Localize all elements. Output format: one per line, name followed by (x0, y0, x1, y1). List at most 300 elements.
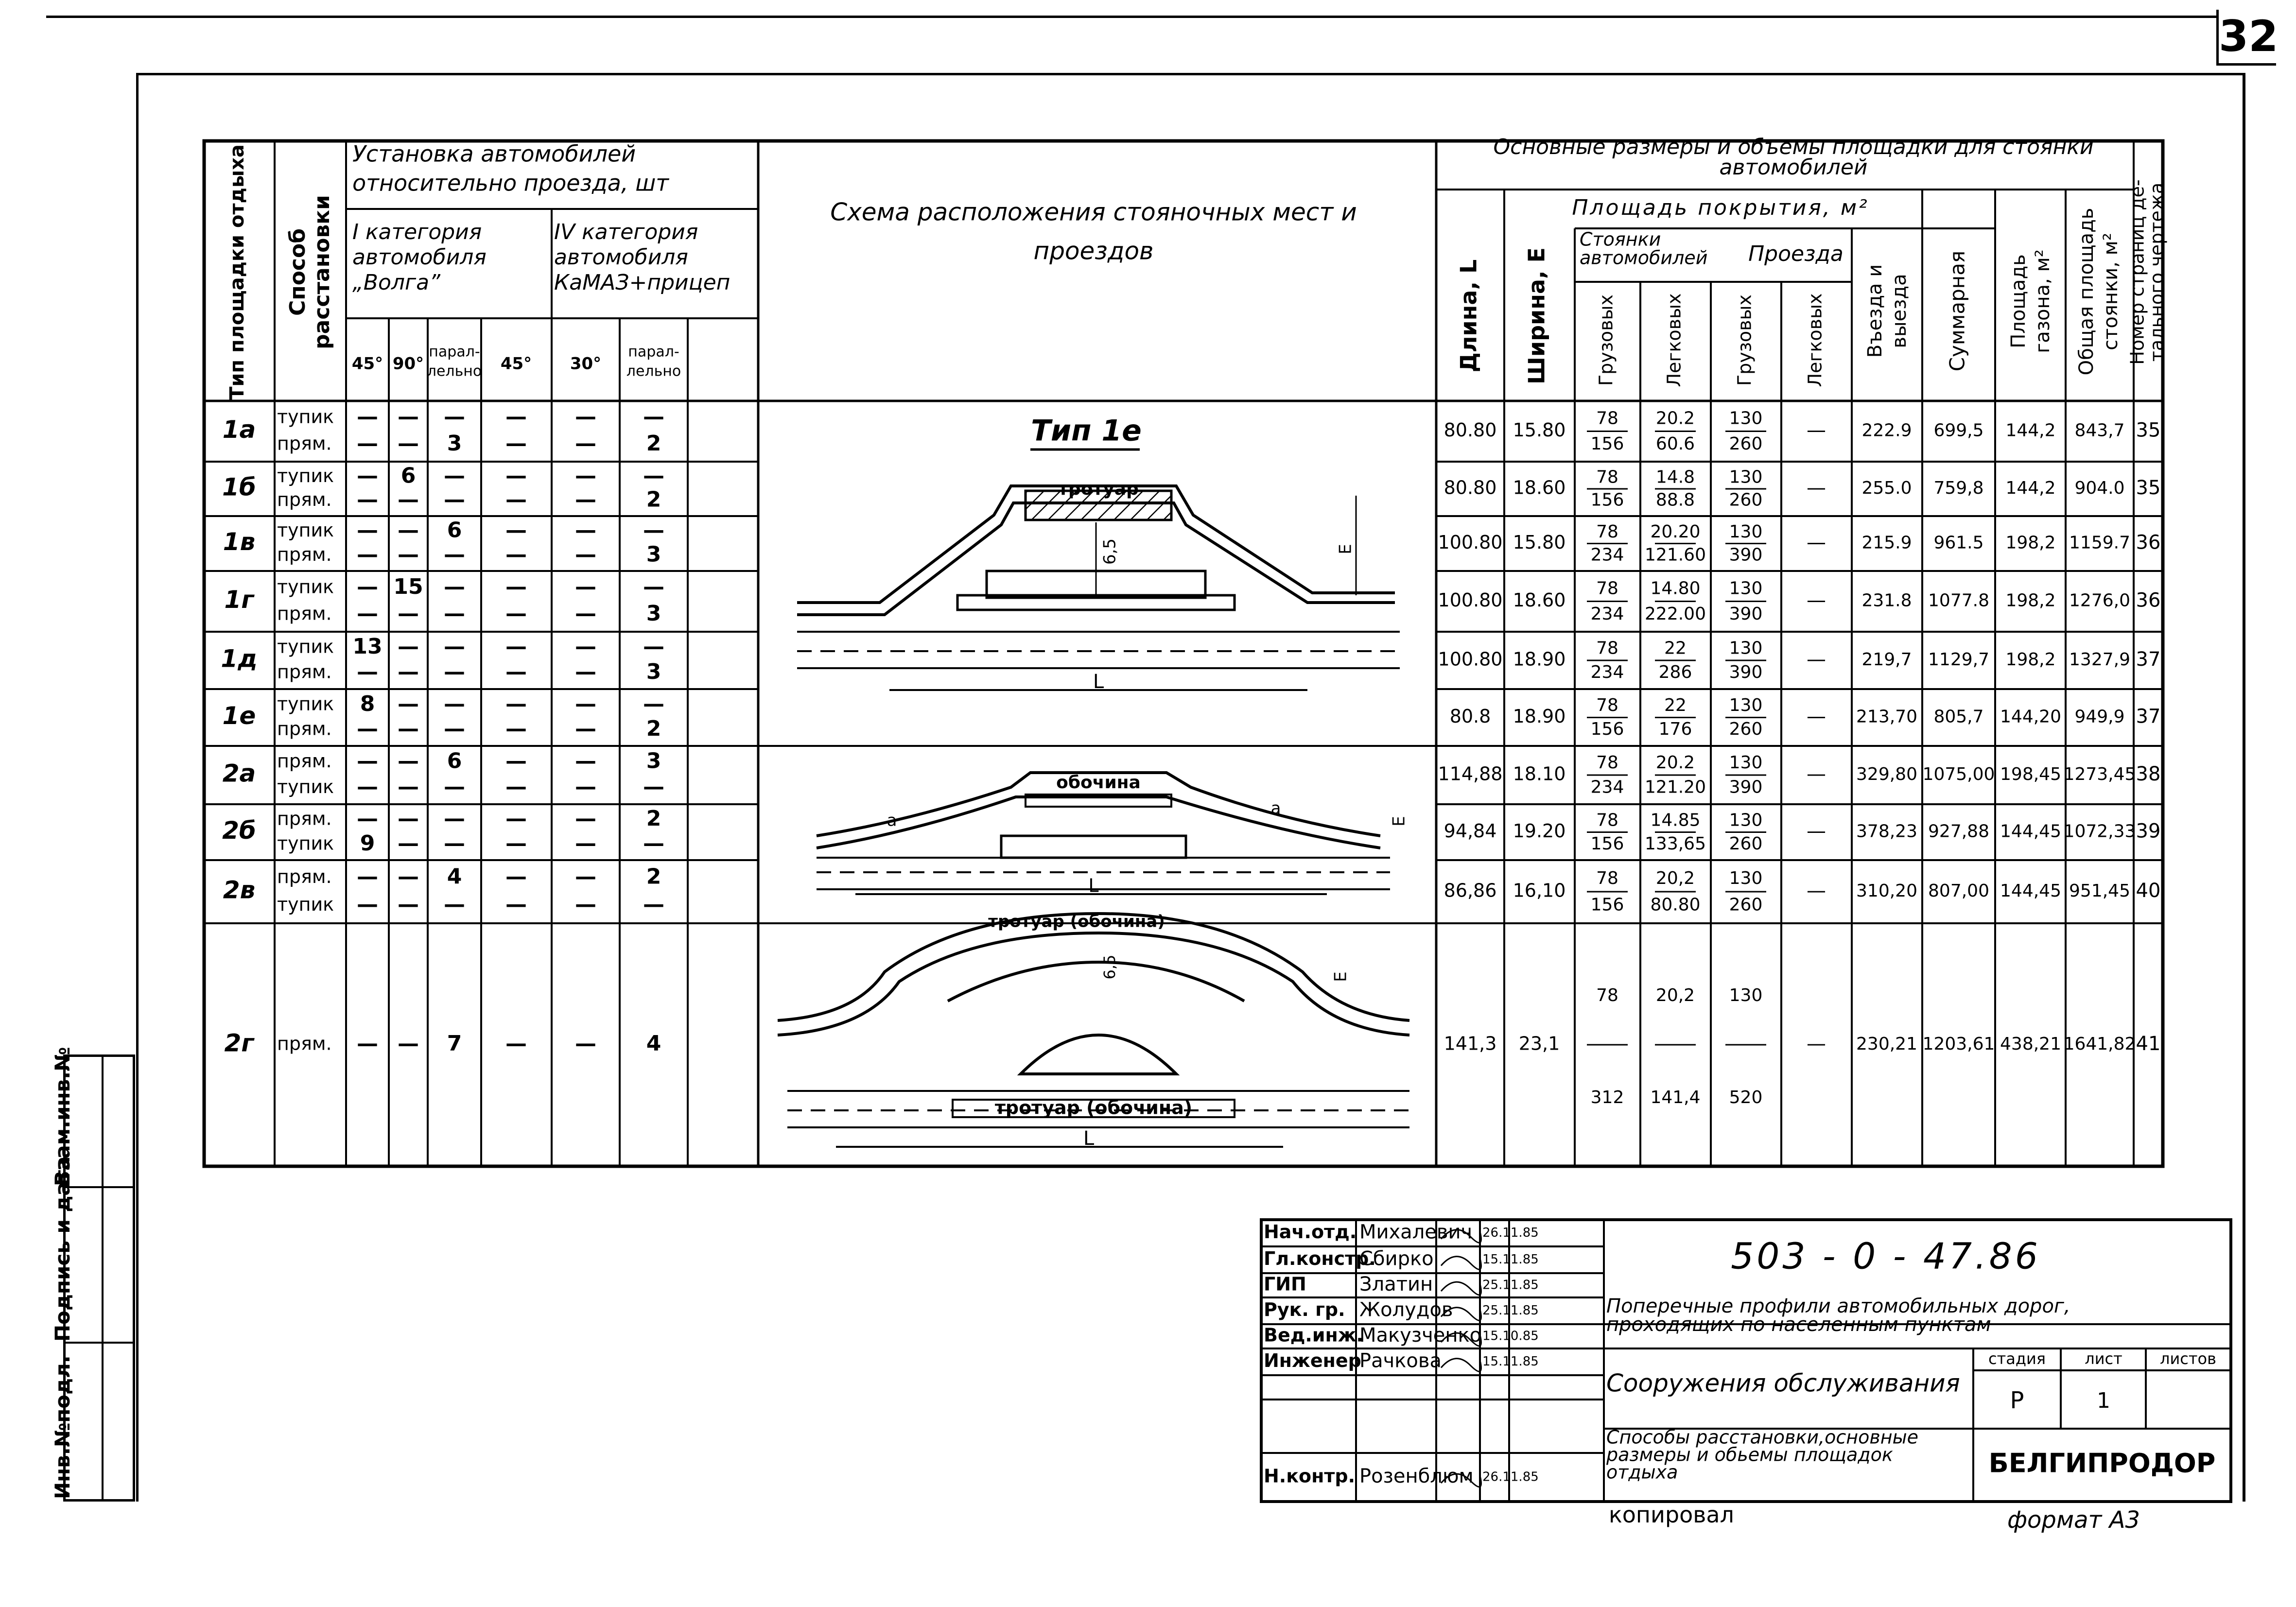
row-count: 3 (646, 601, 661, 626)
signature-icon (1441, 1282, 1481, 1295)
row-car-drive: — (1807, 477, 1826, 499)
row-area-fraction: 20.20 (1650, 521, 1701, 542)
sheet-format: формат А3 (2007, 1506, 2140, 1534)
row-totalarea: 949,9 (2074, 707, 2125, 727)
row-area-fraction: 260 (1729, 833, 1763, 854)
signature-icon (1441, 1257, 1481, 1270)
row-count: — (575, 1031, 596, 1056)
row-count: — (357, 806, 378, 831)
row-total: 1075,00 (1922, 764, 1995, 784)
row-method: прям. (277, 750, 332, 772)
row-count: — (505, 864, 527, 889)
scheme2-dim-a: а (887, 811, 897, 830)
row-car-drive: — (1807, 820, 1826, 843)
title-name: Розенблюм (1359, 1465, 1474, 1487)
header-totalarea: стоянки, м² (2100, 233, 2122, 350)
header-lawn: Площадь (2007, 254, 2030, 348)
row-area-fraction: 78 (1596, 578, 1618, 599)
row-area-fraction: 234 (1590, 662, 1624, 682)
row-count: — (643, 774, 664, 799)
row-area-fraction: 14.8 (1655, 467, 1695, 487)
row-count: — (505, 542, 527, 567)
row-area-fraction: 78 (1596, 638, 1618, 658)
row-method: прям. (277, 1033, 332, 1054)
row-entry: 255.0 (1861, 478, 1912, 498)
row-method: тупик (277, 519, 334, 541)
header-cat4: IV категория (554, 220, 698, 244)
row-area-fraction: 156 (1590, 833, 1624, 854)
header-area: Площадь покрытия, м² (1572, 195, 1869, 220)
header-parallel: лельно (626, 363, 681, 380)
row-count: 2 (646, 806, 661, 831)
row-method: тупик (277, 894, 334, 916)
header-angle: 90° (392, 354, 424, 374)
row-type: 1в (223, 528, 256, 556)
row-count: — (444, 574, 465, 599)
row-count: 3 (447, 431, 462, 456)
row-count: — (505, 892, 527, 917)
row-count: — (398, 864, 419, 889)
row-type: 1б (222, 473, 256, 501)
row-count: — (444, 774, 465, 799)
stage-value: Р (2010, 1387, 2024, 1414)
row-entry: 378,23 (1856, 821, 1917, 842)
row-method: тупик (277, 776, 334, 797)
row-count: — (575, 574, 596, 599)
row-count: — (357, 774, 378, 799)
row-area-fraction: 22 (1664, 638, 1687, 658)
row-area-fraction: 156 (1590, 490, 1624, 510)
header-angle: 30° (570, 354, 602, 374)
row-area-fraction: 156 (1590, 434, 1624, 454)
row-count: — (444, 487, 465, 512)
row-count: 8 (360, 691, 375, 716)
row-method: тупик (277, 636, 334, 657)
row-entry: 310,20 (1856, 881, 1917, 901)
row-count: — (575, 830, 596, 856)
row-area-fraction: 390 (1729, 604, 1763, 624)
row-area-fraction: 260 (1729, 895, 1763, 915)
sheet-title: отдыха (1606, 1461, 1678, 1483)
row-width: 18.10 (1513, 763, 1566, 785)
row-count: 9 (360, 830, 375, 856)
row-entry: 215.9 (1861, 533, 1912, 553)
row-count: — (398, 601, 419, 626)
row-page: 36 (2136, 531, 2161, 554)
sheet-label: лист (2085, 1349, 2122, 1368)
header-install: относительно проезда, шт (352, 170, 669, 196)
row-count: — (643, 574, 664, 599)
row-count: — (505, 716, 527, 742)
row-count: — (505, 404, 527, 429)
row-area-fraction: 390 (1729, 545, 1763, 565)
row-area-fraction: 130 (1729, 578, 1763, 599)
row-count: 6 (447, 518, 462, 543)
header-cat1: I категория (352, 220, 482, 244)
row-count: — (398, 659, 419, 684)
scheme3-bottom-label: тротуар (обочина) (994, 1097, 1193, 1119)
row-count: 13 (352, 634, 383, 659)
row-count: — (575, 806, 596, 831)
row-area-fraction: 121.60 (1645, 545, 1706, 565)
scheme1-dim-L-label: L (1093, 671, 1104, 693)
row-count: — (398, 806, 419, 831)
title-role: Гл.констр. (1264, 1248, 1376, 1269)
row-count: 4 (447, 864, 462, 889)
row-count: — (505, 806, 527, 831)
row-method: прям. (277, 865, 332, 887)
scheme3-parking-arc (948, 962, 1244, 1001)
row-area-fraction: 20.2 (1655, 408, 1695, 429)
row-entry: 222.9 (1861, 420, 1912, 441)
row-count: — (398, 634, 419, 659)
row-count: — (357, 892, 378, 917)
row-count: — (505, 487, 527, 512)
scheme2-inner-outline (817, 797, 1380, 848)
row-count: 2 (646, 487, 661, 512)
row-length: 80.8 (1449, 706, 1491, 727)
row-count: — (575, 659, 596, 684)
row-count: — (505, 691, 527, 716)
row-count: — (357, 716, 378, 742)
header-parallel: парал- (429, 343, 480, 361)
project-title: проходящих по населенным пунктам (1606, 1313, 1991, 1336)
row-area-fraction: 234 (1590, 604, 1624, 624)
row-type: 2в (223, 876, 256, 904)
row-length: 114,88 (1438, 763, 1503, 785)
scheme2-curb-label: обочина (1056, 773, 1141, 793)
row-area-fraction: 20,2 (1655, 868, 1695, 888)
scheme1-dim-65: 6,5 (1100, 538, 1120, 565)
scheme1-dim-E: Е (1336, 544, 1356, 554)
row-area-fraction: 60.6 (1655, 434, 1695, 454)
row-total: 1129,7 (1928, 650, 1989, 670)
row-length: 94,84 (1444, 820, 1497, 842)
row-area-fraction: 141,4 (1650, 1088, 1701, 1107)
row-totalarea: 951,45 (2069, 881, 2130, 901)
row-totalarea: 1072,33 (2063, 821, 2136, 842)
row-length: 80.80 (1444, 419, 1497, 441)
row-method: прям. (277, 432, 332, 454)
row-count: — (398, 542, 419, 567)
row-width: 18.60 (1513, 589, 1566, 611)
row-area-fraction: 260 (1729, 719, 1763, 740)
row-method: прям. (277, 661, 332, 683)
row-lawn: 198,2 (2005, 650, 2056, 670)
row-area-fraction: 14.80 (1650, 578, 1701, 599)
row-type: 1а (222, 415, 256, 444)
title-role: Вед.инж. (1264, 1324, 1363, 1346)
row-count: — (357, 518, 378, 543)
row-area-fraction: 130 (1729, 810, 1763, 830)
row-area-fraction: 78 (1596, 810, 1618, 830)
row-car-drive: — (1807, 589, 1826, 612)
row-count: — (643, 634, 664, 659)
row-count: — (643, 830, 664, 856)
row-area-fraction: 78 (1596, 467, 1618, 487)
title-date: 25.11.85 (1482, 1303, 1539, 1318)
side-stamp-cell: Взам.инв.№ (66, 1057, 133, 1188)
row-width: 18.60 (1513, 477, 1566, 499)
row-count: — (575, 864, 596, 889)
row-count: 15 (393, 574, 423, 599)
row-width: 15.80 (1513, 419, 1566, 441)
row-car-drive: — (1807, 880, 1826, 902)
row-count: — (444, 463, 465, 488)
row-count: — (444, 892, 465, 917)
header-method: расстановки (310, 195, 334, 349)
scheme2-island (1001, 836, 1186, 858)
title-date: 26.11.85 (1482, 1469, 1539, 1485)
row-area-fraction: 78 (1596, 521, 1618, 542)
row-page: 39 (2136, 820, 2161, 843)
row-area-fraction: 130 (1729, 521, 1763, 542)
row-count: — (398, 431, 419, 456)
row-area-fraction: 176 (1658, 719, 1692, 740)
header-install: Установка автомобилей (352, 140, 636, 167)
row-count: 6 (400, 463, 416, 488)
row-count: — (444, 601, 465, 626)
row-lawn: 198,2 (2005, 590, 2056, 611)
row-totalarea: 904.0 (2074, 478, 2125, 498)
row-count: — (444, 542, 465, 567)
row-count: 2 (646, 864, 661, 889)
header-lawn: газона, м² (2032, 249, 2054, 353)
row-count: 7 (447, 1031, 462, 1056)
row-total: 807,00 (1928, 881, 1989, 901)
row-area-fraction: 130 (1729, 408, 1763, 429)
scheme2-dim-E: Е (1389, 816, 1409, 827)
row-total: 699,5 (1933, 420, 1984, 441)
row-lawn: 438,21 (2000, 1034, 2061, 1054)
row-total: 1203,61 (1922, 1034, 1995, 1054)
row-total: 1077.8 (1928, 590, 1989, 611)
row-length: 100.80 (1438, 589, 1503, 611)
row-count: — (444, 634, 465, 659)
drawing-code: 503 - 0 - 47.86 (1731, 1235, 2041, 1278)
row-area-fraction: 80.80 (1650, 895, 1701, 915)
header-length: Длина, L (1455, 259, 1482, 373)
header-parallel: парал- (628, 343, 679, 361)
title-name: Сбирко (1359, 1247, 1434, 1270)
row-lawn: 198,45 (2000, 764, 2061, 784)
scheme3-sidewalk-label: тротуар (обочина) (988, 912, 1165, 932)
row-method: тупик (277, 406, 334, 428)
row-lawn: 144,2 (2005, 478, 2056, 498)
row-count: — (505, 634, 527, 659)
row-area-fraction: 133,65 (1645, 833, 1706, 854)
row-count: — (357, 864, 378, 889)
row-count: — (575, 518, 596, 543)
scheme3-dim-65: 6,5 (1100, 954, 1119, 980)
row-totalarea: 843,7 (2074, 420, 2125, 441)
row-page: 40 (2136, 880, 2161, 902)
row-count: 2 (646, 431, 661, 456)
title-name: Златин (1359, 1273, 1433, 1296)
row-totalarea: 1641,82 (2063, 1034, 2136, 1054)
title-role: Рук. гр. (1264, 1299, 1345, 1320)
row-total: 759,8 (1933, 478, 1984, 498)
row-type: 1г (224, 586, 254, 614)
row-area-fraction: 78 (1596, 985, 1618, 1005)
row-count: — (575, 601, 596, 626)
header-cat1: автомобиля (352, 245, 487, 270)
header-dims: Основные размеры и объемы площадки для стоянки (1493, 135, 2094, 159)
header-stands: Стоянки (1580, 228, 1661, 250)
row-length: 100.80 (1438, 648, 1503, 670)
header-cat4: КаМАЗ+прицеп (554, 270, 731, 295)
row-count: — (505, 463, 527, 488)
scheme3-dim-E: Е (1331, 971, 1351, 982)
side-stamp-cell: Подпись и дата (66, 1188, 133, 1344)
row-lawn: 198,2 (2005, 533, 2056, 553)
title-date: 15.11.85 (1482, 1354, 1539, 1369)
project-title: Поперечные профили автомобильных дорог, (1606, 1295, 2070, 1317)
row-page: 35 (2136, 419, 2161, 442)
row-width: 16,10 (1513, 880, 1566, 901)
copied-by-note: копировал (1609, 1502, 1734, 1528)
row-count: — (398, 691, 419, 716)
row-count: 2 (646, 716, 661, 742)
row-count: — (357, 431, 378, 456)
header-cat1: „Волга” (352, 270, 440, 295)
row-method: прям. (277, 718, 332, 740)
row-area-fraction: 78 (1596, 753, 1618, 773)
row-car-drive: — (1807, 419, 1826, 442)
row-totalarea: 1159.7 (2069, 533, 2130, 553)
header-stands: автомобилей (1580, 247, 1708, 269)
row-count: — (505, 518, 527, 543)
row-car-drive: — (1807, 648, 1826, 671)
row-count: — (505, 1031, 527, 1056)
row-total: 927,88 (1928, 821, 1989, 842)
title-role: Инженер (1264, 1350, 1361, 1371)
row-totalarea: 1276,0 (2069, 590, 2130, 611)
row-count: — (398, 518, 419, 543)
header-angle: 45° (500, 354, 532, 374)
header-dims: автомобилей (1719, 155, 1868, 180)
row-area-fraction: 20,2 (1655, 985, 1695, 1005)
row-width: 23,1 (1518, 1033, 1560, 1054)
title-date: 25.11.85 (1482, 1278, 1539, 1293)
header-pagecol: Номер страниц де- (2126, 179, 2148, 365)
row-type: 1д (221, 644, 258, 673)
row-type: 2а (222, 759, 256, 788)
row-area-fraction: 234 (1590, 545, 1624, 565)
row-area-fraction: 390 (1729, 777, 1763, 797)
row-count: — (398, 404, 419, 429)
row-length: 141,3 (1444, 1033, 1497, 1054)
row-width: 18.90 (1513, 648, 1566, 670)
row-entry: 213,70 (1856, 707, 1917, 727)
header-scheme: проездов (1033, 237, 1154, 265)
row-count: — (575, 404, 596, 429)
row-car-drive: — (1807, 531, 1826, 554)
row-count: — (575, 748, 596, 774)
page-number: 32 (2216, 10, 2276, 66)
row-total: 961.5 (1933, 533, 1984, 553)
row-count: 3 (646, 659, 661, 684)
header-width: Ширина, Е (1523, 247, 1550, 384)
row-width: 15.80 (1513, 532, 1566, 553)
row-type: 1е (222, 702, 256, 730)
row-car-drive: — (1807, 1033, 1826, 1055)
header-cat4: автомобиля (554, 245, 688, 270)
row-count: — (505, 431, 527, 456)
row-count: — (398, 830, 419, 856)
row-area-fraction: 222.00 (1645, 604, 1706, 624)
scheme-type-label: Тип 1е (1031, 414, 1142, 448)
row-count: — (643, 518, 664, 543)
row-method: прям. (277, 489, 332, 511)
row-count: — (398, 1031, 419, 1056)
row-area-fraction: 130 (1729, 638, 1763, 658)
title-date: 15.11.85 (1482, 1252, 1539, 1267)
header-type: Тип площадки отдыха (226, 144, 248, 400)
row-method: прям. (277, 603, 332, 624)
row-area-fraction: 286 (1658, 662, 1692, 682)
row-area-fraction: 14.85 (1650, 810, 1701, 830)
row-count: — (575, 463, 596, 488)
row-area-fraction: 130 (1729, 985, 1763, 1005)
row-totalarea: 1273,45 (2063, 764, 2136, 784)
side-stamp-cell: Инв.№подл. (51, 1355, 74, 1499)
row-lawn: 144,20 (2000, 707, 2061, 727)
row-count: — (357, 748, 378, 774)
row-lawn: 144,2 (2005, 420, 2056, 441)
row-count: — (444, 806, 465, 831)
row-method: прям. (277, 808, 332, 829)
row-count: — (643, 404, 664, 429)
row-method: тупик (277, 465, 334, 486)
row-count: — (357, 487, 378, 512)
row-page: 36 (2136, 589, 2161, 612)
row-count: — (398, 716, 419, 742)
row-area-fraction: 130 (1729, 467, 1763, 487)
row-width: 18.90 (1513, 706, 1566, 727)
title-date: 15.10.85 (1482, 1329, 1539, 1344)
row-totalarea: 1327,9 (2069, 650, 2130, 670)
row-page: 37 (2136, 648, 2161, 671)
row-count: — (357, 574, 378, 599)
row-page: 38 (2136, 763, 2161, 785)
sheets-label: листов (2160, 1349, 2216, 1368)
row-car-drive: — (1807, 763, 1826, 785)
title-role: Н.контр. (1264, 1465, 1356, 1487)
row-method: прям. (277, 543, 332, 565)
row-count: — (575, 431, 596, 456)
organization: БЕЛГИПРОДОР (1988, 1448, 2216, 1479)
row-area-fraction: 20.2 (1655, 753, 1695, 773)
header-parallel: лельно (427, 363, 482, 380)
header-car: Легковых (1804, 293, 1826, 387)
header-totalarea: Общая площадь (2075, 207, 2098, 376)
row-area-fraction: 156 (1590, 895, 1624, 915)
row-count: — (398, 774, 419, 799)
section-title: Сооружения обслуживания (1606, 1369, 1960, 1398)
row-area-fraction: 130 (1729, 868, 1763, 888)
title-name: Макузченко (1359, 1324, 1482, 1347)
row-area-fraction: 130 (1729, 695, 1763, 716)
row-count: — (444, 659, 465, 684)
row-area-fraction: 88.8 (1655, 490, 1695, 510)
header-drive: Проезда (1748, 242, 1844, 266)
header-scheme: Схема расположения стояночных мест и (830, 198, 1357, 226)
row-method: тупик (277, 576, 334, 598)
row-count: 4 (646, 1031, 661, 1056)
scheme3-dim-L-label: L (1083, 1127, 1095, 1150)
row-count: — (575, 487, 596, 512)
